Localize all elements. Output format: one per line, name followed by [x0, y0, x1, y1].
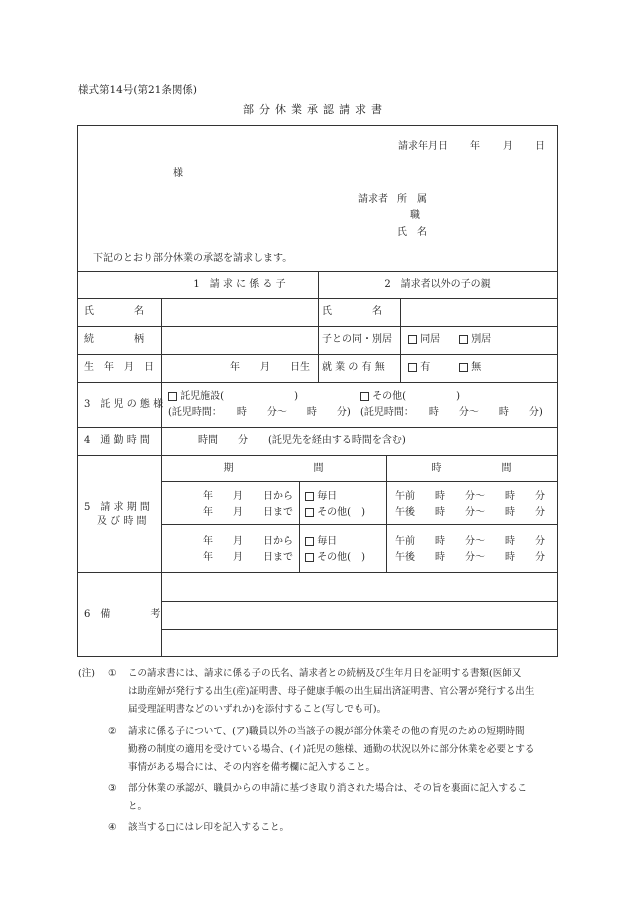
child-name-label: 氏 名	[84, 306, 144, 317]
child-birth-label: 生 年 月 日	[84, 362, 154, 373]
section-other-parent-header: 2 請求者以外の子の親	[384, 279, 491, 290]
note-1-line-1: この請求書には、請求に係る子の氏名、請求者との続柄及び生年月日を証明する書類(医師又	[128, 668, 522, 679]
rule	[161, 455, 162, 657]
childcare-facility-option[interactable]: 託児施設( )	[168, 391, 298, 403]
request-date-label: 請求年月日	[398, 141, 448, 152]
commute-label: 4 通 勤 時 間	[84, 435, 150, 446]
rule	[400, 298, 401, 382]
time-column-header: 時 間	[431, 463, 512, 474]
note-3-line-1: 部分休業の承認が、職員からの申請に基づき取り消された場合は、その旨を裏面に記入するこ	[128, 783, 528, 794]
note-number: ①	[108, 668, 117, 679]
request-date-day: 日	[535, 141, 545, 152]
note-number: ③	[108, 783, 117, 794]
checkbox[interactable]	[459, 363, 468, 372]
addressee-suffix: 様	[173, 168, 183, 179]
note-1-line-3: 届受理証明書などのいずれか)を添付すること(写しでも可)。	[128, 704, 387, 715]
rule	[161, 524, 557, 525]
rule	[161, 629, 557, 630]
time-pm-1: 午後 時 分〜 時 分	[395, 507, 545, 518]
childcare-time-other: (託児時間： 時 分〜 時 分)	[360, 407, 543, 418]
daily-option-2[interactable]: 毎日	[305, 536, 337, 548]
time-am-1: 午前 時 分〜 時 分	[395, 491, 545, 502]
affiliation-label: 所 属	[397, 194, 427, 205]
rule	[78, 382, 557, 383]
remarks-label: 6 備 考	[84, 609, 161, 620]
period-label-2: 及 び 時 間	[97, 516, 147, 527]
period-column-header: 期 間	[223, 463, 324, 474]
note-number: ④	[108, 822, 117, 833]
form-number: 様式第14号(第21条関係)	[78, 84, 197, 96]
period-label: 5 請 求 期 間	[84, 502, 150, 513]
childcare-label: 3 託 児 の 態 様	[84, 399, 164, 410]
employment-label: 就 業 の 有 無	[322, 362, 385, 373]
childcare-time-facility: (託児時間： 時 分〜 時 分)	[168, 407, 351, 418]
document-title: 部分休業承認請求書	[243, 103, 387, 116]
other-parent-name-label: 氏 名	[322, 306, 382, 317]
note-4-line-1: 該当する□にはレ印を記入すること。	[128, 822, 289, 833]
notes-marker: (注)	[78, 668, 95, 679]
checkbox[interactable]	[305, 492, 314, 501]
request-intro: 下記のとおり部分休業の承認を請求します。	[93, 253, 293, 264]
form-frame	[77, 125, 558, 657]
rule	[78, 427, 557, 428]
checkbox[interactable]	[168, 392, 177, 401]
period-from-1: 年 月 日から	[203, 491, 293, 502]
employment-no-option[interactable]: 無	[459, 362, 481, 374]
period-until-1: 年 月 日まで	[203, 507, 293, 518]
note-3-line-2: と。	[128, 801, 148, 812]
employment-yes-option[interactable]: 有	[408, 362, 430, 374]
note-number: ②	[108, 726, 117, 737]
position-label: 職	[410, 210, 420, 221]
rule	[161, 382, 162, 455]
checkbox[interactable]	[305, 537, 314, 546]
note-2-line-3: 事情がある場合には、その内容を備考欄に記入すること。	[128, 762, 376, 773]
requester-name-label: 氏 名	[397, 227, 427, 238]
checkbox[interactable]	[305, 553, 314, 562]
rule	[161, 298, 162, 382]
cohabit-separate-option[interactable]: 別居	[459, 334, 491, 346]
commute-value: 時間 分 (託児先を経由する時間を含む)	[198, 435, 406, 446]
child-relation-label: 続 柄	[84, 334, 144, 345]
childcare-other-option[interactable]: その他( )	[360, 391, 460, 403]
period-until-2: 年 月 日まで	[203, 552, 293, 563]
rule	[78, 455, 557, 456]
other-days-option-2[interactable]: その他( )	[305, 552, 365, 564]
rule	[299, 481, 300, 572]
daily-option-1[interactable]: 毎日	[305, 491, 337, 503]
checkbox[interactable]	[408, 363, 417, 372]
child-birth-value: 年 月 日生	[230, 362, 310, 373]
note-1-line-2: は助産婦が発行する出生(産)証明書、母子健康手帳の出生届出済証明書、官公署が発行する出生	[128, 686, 535, 697]
section-child-header: 1 請 求 に 係 る 子	[193, 279, 286, 290]
cohabit-same-option[interactable]: 同居	[408, 334, 440, 346]
period-from-2: 年 月 日から	[203, 536, 293, 547]
checkbox[interactable]	[305, 508, 314, 517]
note-2-line-2: 勤務の制度の適用を受けている場合、(イ)託児の態様、通勤の状況以外に部分休業を必要とする	[128, 744, 535, 755]
checkbox[interactable]	[360, 392, 369, 401]
checkbox[interactable]	[459, 335, 468, 344]
rule	[161, 481, 557, 482]
time-am-2: 午前 時 分〜 時 分	[395, 536, 545, 547]
other-days-option-1[interactable]: その他( )	[305, 507, 365, 519]
requester-label: 請求者	[358, 194, 388, 205]
request-date-month: 月	[503, 141, 513, 152]
rule	[161, 601, 557, 602]
cohabitation-label: 子との同・別居	[322, 334, 392, 345]
note-2-line-1: 請求に係る子について、(ア)職員以外の当該子の親が部分休業その他の育児のための短期時間	[128, 726, 525, 737]
rule	[78, 572, 557, 573]
checkbox[interactable]	[408, 335, 417, 344]
request-date-year: 年	[470, 141, 480, 152]
time-pm-2: 午後 時 分〜 時 分	[395, 552, 545, 563]
